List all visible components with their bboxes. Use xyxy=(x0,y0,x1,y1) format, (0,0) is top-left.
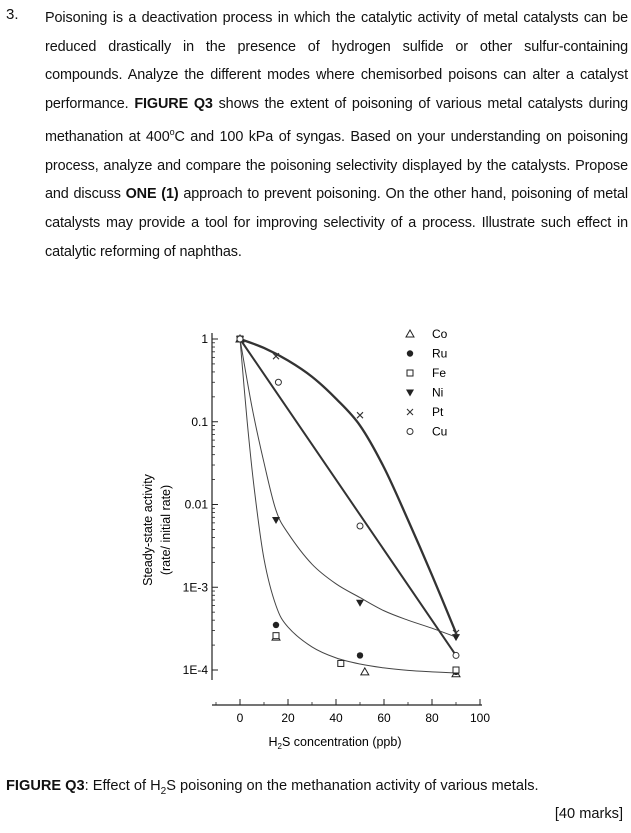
legend-symbol-ni xyxy=(406,390,414,397)
x-tick-label: 40 xyxy=(329,711,343,725)
x-axis-label-subscript: 2 xyxy=(277,742,282,751)
data-point-pt xyxy=(357,412,363,418)
y-axis-label-1: Steady-state activity xyxy=(141,474,155,586)
chart-curves xyxy=(240,339,456,673)
question-number: 3. xyxy=(6,6,19,23)
question-text-part-3: C and 100 kPa of syngas. Based on your understanding on poisoning process, analyze and compare the poisoning selectivity displayed by the catalysts. Propose and discuss xyxy=(45,129,628,203)
chart-points xyxy=(236,335,460,677)
trend-curve xyxy=(240,339,456,633)
question-text-part-1: Poisoning is a deactivation process in which the catalytic activity of metal catalysts can be reduced drastically in the presence of hydrogen sulfide or other sulfur-containing compounds. Analyze the different modes where chemisorbed poisons can alter a catalyst performance. xyxy=(45,10,628,112)
legend-label: Co xyxy=(432,327,448,341)
data-point-cu xyxy=(357,523,363,529)
legend-symbol-co xyxy=(406,330,414,337)
legend-symbol-pt xyxy=(407,409,413,415)
y-tick-label: 1E-3 xyxy=(182,580,208,595)
legend-label: Fe xyxy=(432,366,447,380)
figure-caption-text-1: : Effect of H xyxy=(84,778,161,794)
x-tick-label: 20 xyxy=(281,711,295,725)
x-tick-label: 100 xyxy=(469,711,491,725)
y-tick-label: 1 xyxy=(201,332,208,346)
legend-label: Cu xyxy=(432,424,448,439)
legend-symbol-ru xyxy=(407,350,413,356)
chart-tick-labels xyxy=(183,332,491,725)
trend-curve xyxy=(240,339,456,673)
legend-label: Ni xyxy=(432,385,444,400)
one-emphasis: ONE (1) xyxy=(125,186,179,203)
x-tick-label: 60 xyxy=(377,711,391,725)
x-axis-label-main: H xyxy=(268,735,278,749)
data-point-ni xyxy=(272,517,280,524)
data-point-fe xyxy=(453,667,459,673)
figure-caption-subscript: 2 xyxy=(160,785,167,797)
y-tick-label: 0.01 xyxy=(184,497,208,512)
data-point-cu xyxy=(237,336,243,342)
data-point-fe xyxy=(338,660,344,666)
degree-symbol: o xyxy=(169,127,175,138)
x-axis-label-rest: S concentration (ppb) xyxy=(281,735,402,749)
y-axis-label-2: (rate/ initial rate) xyxy=(159,484,173,576)
marks-allocation: [40 marks] xyxy=(554,806,623,822)
data-point-co xyxy=(361,668,369,675)
data-point-ru xyxy=(357,652,363,658)
x-axis-label xyxy=(269,735,402,751)
figure-caption xyxy=(6,778,539,797)
legend-label: Pt xyxy=(432,405,444,419)
data-point-ni xyxy=(356,600,364,607)
x-tick-label: 0 xyxy=(236,711,244,725)
legend-symbol-fe xyxy=(407,370,413,376)
legend-symbol-cu xyxy=(407,429,413,435)
legend-label: Ru xyxy=(432,346,448,361)
data-point-cu xyxy=(275,379,281,385)
trend-curve xyxy=(240,339,456,637)
y-tick-label: 0.1 xyxy=(191,414,208,429)
y-tick-label: 1E-4 xyxy=(182,663,208,677)
x-tick-label: 80 xyxy=(425,711,439,725)
question-text-part-2: shows the extent of poisoning of various metal catalysts during methanation at 400 xyxy=(45,95,628,146)
figure-reference: FIGURE Q3 xyxy=(134,95,213,112)
figure-caption-label: FIGURE Q3 xyxy=(6,778,85,794)
data-point-ru xyxy=(273,622,279,628)
question-text-part-4: approach to prevent poisoning. On the other hand, poisoning of metal catalysts may provide a tool for improving selectivity of a process. Illustrate such effect in catalytic reforming of naphthas. xyxy=(45,186,628,260)
data-point-fe xyxy=(273,633,279,639)
chart-legend xyxy=(406,327,448,439)
figure-caption-text-2: S poisoning on the methanation activity of various metals. xyxy=(166,778,539,794)
data-point-cu xyxy=(453,652,459,658)
